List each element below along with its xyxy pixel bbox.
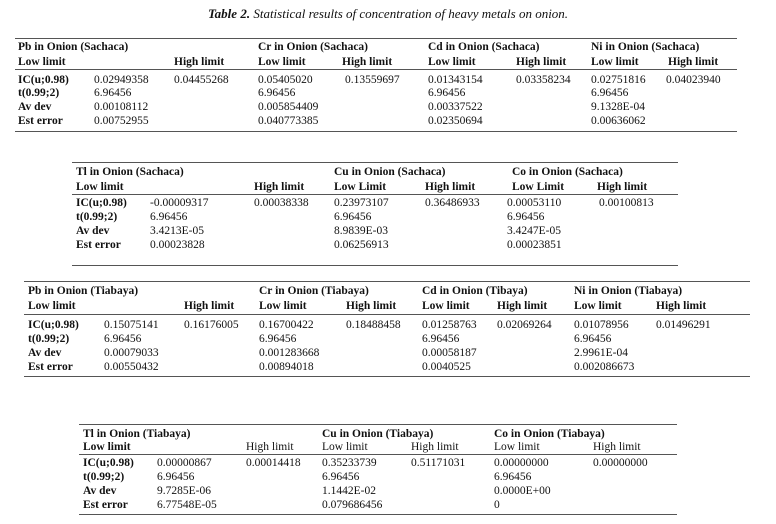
high-limit-label: High limit bbox=[597, 181, 648, 193]
cell-t: 6.96456 bbox=[104, 333, 142, 345]
high-limit-label: High limit bbox=[497, 300, 548, 312]
cell-low: 0.00053110 bbox=[507, 197, 562, 209]
cell-low: -0.00009317 bbox=[150, 197, 209, 209]
cell-high: 0.00038338 bbox=[254, 197, 309, 209]
row-label-ic: IC(u;0.98) bbox=[18, 74, 69, 86]
high-limit-label: High limit bbox=[174, 56, 225, 68]
rule-header bbox=[24, 314, 750, 315]
rule-header bbox=[15, 69, 737, 70]
cell-err: 0.00636062 bbox=[591, 115, 646, 127]
rule-top bbox=[24, 281, 750, 282]
cell-t: 6.96456 bbox=[94, 87, 132, 99]
rule-top bbox=[72, 162, 678, 163]
high-limit-label: High limit bbox=[516, 56, 567, 68]
high-limit-label: High limit bbox=[668, 56, 719, 68]
header-cd-sachaca: Cd in Onion (Sachaca) bbox=[428, 41, 540, 53]
row-label-err: Est error bbox=[76, 239, 121, 251]
row-label-ic: IC(u;0.98) bbox=[28, 319, 79, 331]
rule-bottom bbox=[24, 376, 750, 377]
cell-err: 0.00023851 bbox=[507, 239, 562, 251]
cell-t: 6.96456 bbox=[322, 471, 360, 483]
low-limit-label: Low limit bbox=[591, 56, 639, 68]
cell-low: 0.01343154 bbox=[428, 74, 483, 86]
row-label-ic: IC(u;0.98) bbox=[83, 457, 134, 469]
cell-t: 6.96456 bbox=[428, 87, 466, 99]
high-limit-label: High limit bbox=[656, 300, 707, 312]
low-limit-label: Low Limit bbox=[512, 181, 565, 193]
cell-high: 0.36486933 bbox=[425, 197, 480, 209]
cell-low: 0.01258763 bbox=[422, 319, 477, 331]
cell-avdev: 0.00079033 bbox=[104, 347, 159, 359]
header-co-sachaca: Co in Onion (Sachaca) bbox=[512, 166, 623, 178]
high-limit-label: High limit bbox=[246, 441, 294, 453]
cell-high: 0.00014418 bbox=[246, 457, 301, 469]
cell-high: 0.13559697 bbox=[345, 74, 400, 86]
cell-low: 0.00000867 bbox=[157, 457, 212, 469]
rule-top bbox=[15, 38, 737, 39]
cell-t: 6.96456 bbox=[507, 211, 545, 223]
header-cu-tiabaya: Cu in Onion (Tiabaya) bbox=[322, 428, 434, 440]
cell-avdev: 0.00337522 bbox=[428, 101, 483, 113]
cell-err: 0.00023828 bbox=[150, 239, 205, 251]
cell-low: 0.05405020 bbox=[258, 74, 313, 86]
rule-bottom bbox=[79, 514, 677, 515]
cell-high: 0.51171031 bbox=[411, 457, 466, 469]
low-limit-label: Low limit bbox=[28, 300, 76, 312]
cell-avdev: 0.00108112 bbox=[94, 101, 149, 113]
rule-bottom bbox=[72, 265, 678, 266]
cell-low: 0.23973107 bbox=[334, 197, 389, 209]
row-label-t: t(0.99;2) bbox=[28, 333, 70, 345]
row-label-ic: IC(u;0.98) bbox=[76, 197, 127, 209]
high-limit-label: High limit bbox=[184, 300, 235, 312]
cell-high: 0.18488458 bbox=[346, 319, 401, 331]
cell-high: 0.01496291 bbox=[656, 319, 711, 331]
header-cr-tiabaya: Cr in Onion (Tiabaya) bbox=[259, 285, 369, 297]
header-cd-tibaya: Cd in Onion (Tibaya) bbox=[422, 285, 528, 297]
cell-low: 0.15075141 bbox=[104, 319, 159, 331]
cell-low: 0.02949358 bbox=[94, 74, 149, 86]
cell-low: 0.01078956 bbox=[574, 319, 629, 331]
cell-t: 6.96456 bbox=[422, 333, 460, 345]
low-limit-label: Low Limit bbox=[334, 181, 387, 193]
header-co-tiabaya: Co in Onion (Tiabaya) bbox=[494, 428, 605, 440]
row-label-avdev: Av dev bbox=[76, 225, 110, 237]
low-limit-label: Low limit bbox=[18, 56, 66, 68]
cell-t: 6.96456 bbox=[574, 333, 612, 345]
cell-err: 0.00894018 bbox=[259, 361, 314, 373]
row-label-err: Est error bbox=[18, 115, 63, 127]
cell-avdev: 1.1442E-02 bbox=[322, 485, 376, 497]
header-pb-tiabaya: Pb in Onion (Tiabaya) bbox=[28, 285, 139, 297]
cell-low: 0.16700422 bbox=[259, 319, 314, 331]
header-cu-sachaca: Cu in Onion (Sachaca) bbox=[334, 166, 446, 178]
cell-avdev: 0.00058187 bbox=[422, 347, 477, 359]
rule-header bbox=[72, 194, 678, 195]
high-limit-label: High limit bbox=[593, 441, 641, 453]
high-limit-label: High limit bbox=[346, 300, 397, 312]
low-limit-label: Low limit bbox=[574, 300, 622, 312]
cell-avdev: 0.001283668 bbox=[259, 347, 320, 359]
cell-t: 6.96456 bbox=[258, 87, 296, 99]
cell-t: 6.96456 bbox=[259, 333, 297, 345]
cell-err: 0.00752955 bbox=[94, 115, 149, 127]
cell-avdev: 8.9839E-03 bbox=[334, 225, 388, 237]
high-limit-label: High limit bbox=[411, 441, 459, 453]
cell-high: 0.00000000 bbox=[593, 457, 648, 469]
rule-top bbox=[79, 424, 677, 425]
cell-low: 0.00000000 bbox=[494, 457, 549, 469]
cell-err: 0.040773385 bbox=[258, 115, 319, 127]
cell-high: 0.02069264 bbox=[497, 319, 552, 331]
low-limit-label: Low limit bbox=[494, 441, 540, 453]
high-limit-label: High limit bbox=[425, 181, 476, 193]
cell-err: 0 bbox=[494, 499, 500, 511]
row-label-t: t(0.99;2) bbox=[18, 87, 60, 99]
cell-err: 0.06256913 bbox=[334, 239, 389, 251]
low-limit-label: Low limit bbox=[76, 181, 124, 193]
row-label-t: t(0.99;2) bbox=[76, 211, 118, 223]
high-limit-label: High limit bbox=[254, 181, 305, 193]
cell-high: 0.04023940 bbox=[666, 74, 721, 86]
row-label-avdev: Av dev bbox=[18, 101, 52, 113]
cell-avdev: 0.005854409 bbox=[258, 101, 319, 113]
cell-err: 0.02350694 bbox=[428, 115, 483, 127]
cell-low: 0.02751816 bbox=[591, 74, 646, 86]
cell-avdev: 9.1328E-04 bbox=[591, 101, 645, 113]
cell-err: 0.00550432 bbox=[104, 361, 159, 373]
cell-t: 6.96456 bbox=[334, 211, 372, 223]
table-caption bbox=[0, 6, 776, 22]
high-limit-label: High limit bbox=[342, 56, 393, 68]
cell-avdev: 3.4247E-05 bbox=[507, 225, 561, 237]
cell-avdev: 9.7285E-06 bbox=[157, 485, 211, 497]
caption-text: Statistical results of concentration of heavy metals on onion. bbox=[250, 6, 569, 21]
cell-t: 6.96456 bbox=[591, 87, 629, 99]
cell-low: 0.35233739 bbox=[322, 457, 377, 469]
cell-err: 0.002086673 bbox=[574, 361, 635, 373]
low-limit-label: Low limit bbox=[259, 300, 307, 312]
low-limit-label: Low limit bbox=[322, 441, 368, 453]
header-ni-sachaca: Ni in Onion (Sachaca) bbox=[591, 41, 700, 53]
rule-bottom bbox=[15, 131, 737, 132]
low-limit-label: Low limit bbox=[422, 300, 470, 312]
row-label-avdev: Av dev bbox=[83, 485, 117, 497]
row-label-t: t(0.99;2) bbox=[83, 471, 125, 483]
header-tl-sachaca: Tl in Onion (Sachaca) bbox=[76, 166, 184, 178]
cell-err: 0.079686456 bbox=[322, 499, 383, 511]
low-limit-label: Low limit bbox=[258, 56, 306, 68]
cell-high: 0.16176005 bbox=[184, 319, 239, 331]
row-label-err: Est error bbox=[83, 499, 128, 511]
row-label-err: Est error bbox=[28, 361, 73, 373]
row-label-avdev: Av dev bbox=[28, 347, 62, 359]
header-pb-sachaca: Pb in Onion (Sachaca) bbox=[18, 41, 129, 53]
cell-avdev: 2.9961E-04 bbox=[574, 347, 628, 359]
low-limit-label: Low limit bbox=[83, 441, 131, 453]
header-cr-sachaca: Cr in Onion (Sachaca) bbox=[258, 41, 369, 53]
caption-label: Table 2. bbox=[207, 6, 251, 21]
low-limit-label: Low limit bbox=[428, 56, 476, 68]
header-tl-tiabaya: Tl in Onion (Tiabaya) bbox=[83, 428, 191, 440]
cell-avdev: 3.4213E-05 bbox=[150, 225, 204, 237]
cell-t: 6.96456 bbox=[494, 471, 532, 483]
cell-err: 0.0040525 bbox=[422, 361, 471, 373]
cell-avdev: 0.0000E+00 bbox=[494, 485, 551, 497]
cell-t: 6.96456 bbox=[157, 471, 195, 483]
cell-t: 6.96456 bbox=[150, 211, 188, 223]
cell-high: 0.00100813 bbox=[599, 197, 654, 209]
cell-high: 0.03358234 bbox=[516, 74, 571, 86]
header-ni-tiabaya: Ni in Onion (Tiabaya) bbox=[574, 285, 683, 297]
rule-header bbox=[79, 454, 677, 455]
cell-high: 0.04455268 bbox=[174, 74, 229, 86]
cell-err: 6.77548E-05 bbox=[157, 499, 217, 511]
